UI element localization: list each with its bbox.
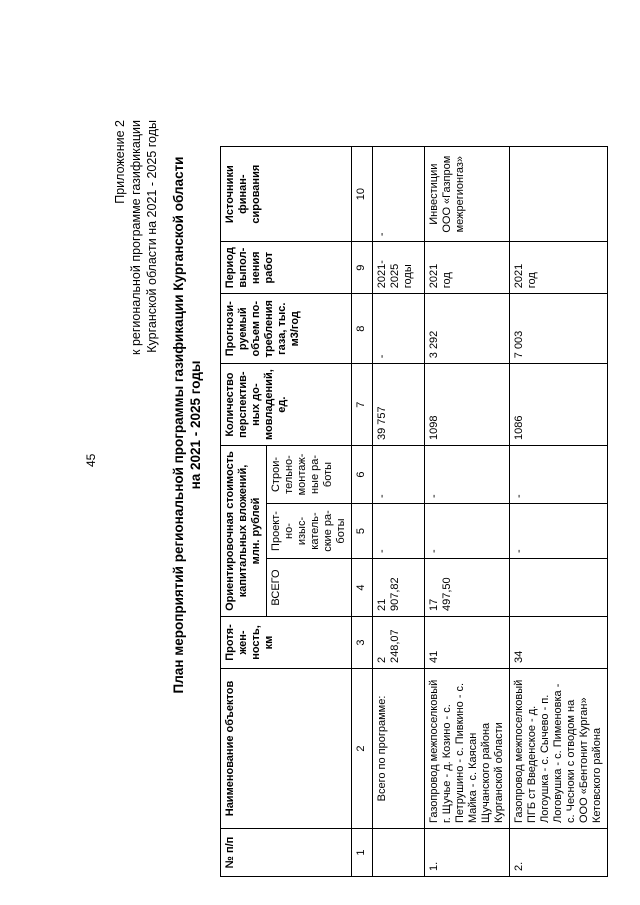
cell-cost-build: - xyxy=(425,446,510,504)
header-source: Источники финан-сирования xyxy=(221,147,352,242)
cell-volume: 3 292 xyxy=(425,294,510,364)
cell-cost-total: 21 907,82 xyxy=(373,559,425,617)
cell-name: Газопровод межпоселковый г. Щучье - д. Козино - с. Петрушино - с. Пивкино - с. Майка - с. Каясан Щучанского района Курганской области xyxy=(425,669,510,829)
title-line: на 2021 - 2025 годы xyxy=(188,360,203,490)
header-cost-total: ВСЕГО xyxy=(267,559,352,617)
column-number: 5 xyxy=(352,504,373,559)
cell-cost-total xyxy=(510,559,608,617)
cell-length: 34 xyxy=(510,617,608,669)
cell-source: - xyxy=(373,147,425,242)
table-row xyxy=(425,147,510,877)
cell-cost-build: - xyxy=(510,446,608,504)
cell-period: 2021 год xyxy=(510,242,608,294)
header-cost-design: Проект-но-изыс-катель-ские ра-боты xyxy=(267,504,352,559)
cell-num xyxy=(373,829,425,877)
table-row-total xyxy=(373,147,425,877)
column-number: 6 xyxy=(352,446,373,504)
cell-cost-build: - xyxy=(373,446,425,504)
page-number: 45 xyxy=(84,453,98,467)
cell-source: Инвестиции ООО «Газпром межрегионгаз» xyxy=(425,147,510,242)
appendix-line: Приложение 2 xyxy=(113,120,127,204)
cell-volume: - xyxy=(373,294,425,364)
column-number: 4 xyxy=(352,559,373,617)
cell-cost-total: 17 497,50 xyxy=(425,559,510,617)
cell-households: 1098 xyxy=(425,364,510,446)
cell-volume: 7 003 xyxy=(510,294,608,364)
appendix-note xyxy=(112,120,160,480)
header-cost-build: Строи-тельно-монтаж-ные ра-боты xyxy=(267,446,352,504)
table-row xyxy=(510,147,608,877)
header-period: Период выпол-нения работ xyxy=(221,242,352,294)
appendix-line: Курганской области на 2021 - 2025 годы xyxy=(145,120,159,353)
column-number: 1 xyxy=(352,829,373,877)
cell-households: 1086 xyxy=(510,364,608,446)
title-line: План мероприятий региональной программы газификации Курганской области xyxy=(171,156,186,694)
column-number: 2 xyxy=(352,669,373,829)
cell-name: Газопровод межпоселковый ПГБ ст Введенское - д. Логоушка - с. Сычево - п. Логовушка - с. Пименовка - с. Чесноки с отводом на ООО «Бентонит Курган» Кетовского района xyxy=(510,669,608,829)
cell-cost-design: - xyxy=(425,504,510,559)
column-number-row xyxy=(352,147,373,877)
cell-cost-design: - xyxy=(510,504,608,559)
cell-period: 2021 год xyxy=(425,242,510,294)
header-cost: Ориентировочная стоимость капитальных вложений, млн. рублей xyxy=(221,446,267,617)
column-number: 3 xyxy=(352,617,373,669)
cell-length: 41 xyxy=(425,617,510,669)
plan-table xyxy=(220,146,608,877)
column-number: 9 xyxy=(352,242,373,294)
header-num: № п/п xyxy=(221,829,352,877)
header-length: Протя-жен-ность, км xyxy=(221,617,352,669)
header-households: Количество перспектив-ных до-мовладений, ед. xyxy=(221,364,352,446)
column-number: 7 xyxy=(352,364,373,446)
cell-num: 1. xyxy=(425,829,510,877)
table-header-row xyxy=(221,147,267,877)
column-number: 10 xyxy=(352,147,373,242)
cell-cost-design: - xyxy=(373,504,425,559)
cell-households: 39 757 xyxy=(373,364,425,446)
header-volume: Прогнози-руемый объем по-требления газа, тыс. м3/год xyxy=(221,294,352,364)
column-number: 8 xyxy=(352,294,373,364)
cell-name: Всего по программе: xyxy=(373,669,425,829)
cell-period: 2021-2025 годы xyxy=(373,242,425,294)
cell-length: 2 248,07 xyxy=(373,617,425,669)
header-name: Наименование объектов xyxy=(221,669,352,829)
appendix-line: к региональной программе газификации xyxy=(129,120,143,355)
cell-num: 2. xyxy=(510,829,608,877)
cell-source xyxy=(510,147,608,242)
document-title xyxy=(170,95,204,755)
